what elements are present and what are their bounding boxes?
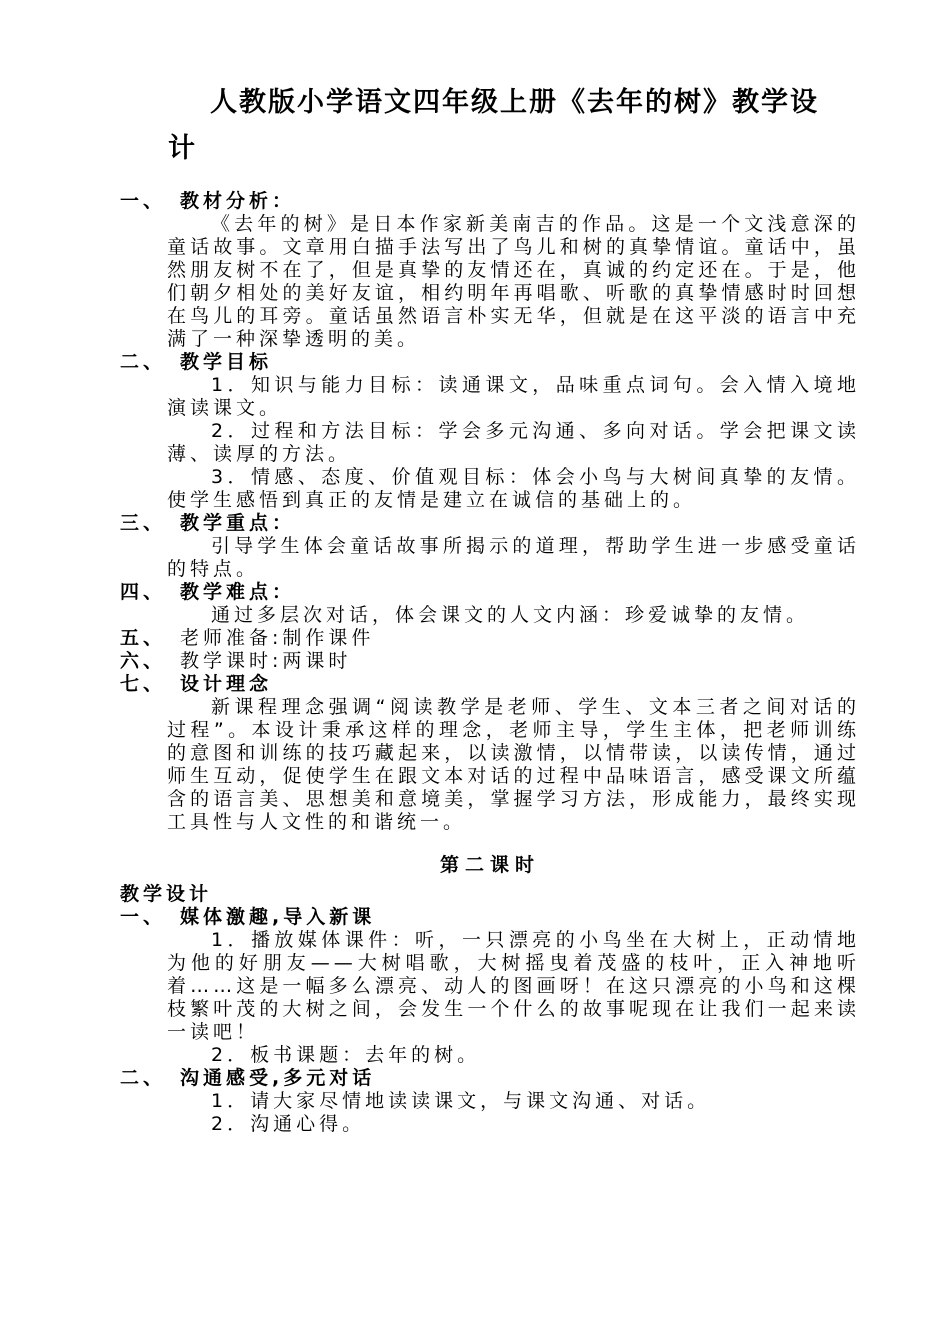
paragraph: 通过多层次对话，体会课文的人文内涵：珍爱诚挚的友情。	[211, 604, 810, 626]
step-heading: 二、 沟通感受,多元对话	[120, 1067, 376, 1089]
paragraph: 新课程理念强调“阅读教学是老师、学生、文本三者之间对话的过程”。本设计秉承这样的理念，老师主导，学生主体，把老师训练的意图和训练的技巧藏起来，以读激情，以情带读，以读传情，通过师生互动，促使学生在跟文本对话的过程中品味语言，感受课文所蕴含的语言美、思想美和意境美，掌握学习方法，形成能力，最终实现工具性与人文性的和谐统一。	[167, 696, 860, 833]
paragraph: 引导学生体会童话故事所揭示的道理，帮助学生进一步感受童话的特点。	[167, 535, 860, 580]
paragraph: 1．知识与能力目标：读通课文，品味重点词句。会入情入境地演读课文。	[167, 374, 860, 419]
design-heading: 教学设计	[120, 883, 213, 905]
paragraph: 《去年的树》是日本作家新美南吉的作品。这是一个文浅意深的童话故事。文章用白描手法写出了鸟儿和树的真挚情谊。童话中，虽然朋友树不在了，但是真挚的友情还在，真诚的约定还在。于是，他们朝夕相处的美好友谊，相约明年再唱歌、听歌的真挚情感时时回想在鸟儿的耳旁。童话虽然语言朴实无华，但就是在这平淡的语言中充满了一种深挚透明的美。	[167, 213, 860, 350]
lesson-title: 第二课时	[439, 854, 540, 876]
paragraph: 2．沟通心得。	[211, 1113, 366, 1135]
section-heading: 七、 设计理念	[120, 673, 273, 695]
document-body	[120, 190, 860, 1136]
document-title-continued: 计	[168, 133, 195, 164]
section-heading: 六、 教学课时:两课时	[120, 650, 352, 672]
section-heading: 四、 教学难点：	[120, 581, 296, 603]
section-heading: 二、 教学目标	[120, 351, 273, 373]
section-heading: 一、 教材分析：	[120, 190, 296, 212]
paragraph: 2．板书课题：去年的树。	[211, 1044, 481, 1066]
section-heading: 五、 老师准备:制作课件	[120, 627, 375, 649]
paragraph: 2．过程和方法目标：学会多元沟通、多向对话。学会把课文读薄、读厚的方法。	[167, 420, 860, 465]
document-title: 人教版小学语文四年级上册《去年的树》教学设	[210, 87, 819, 118]
paragraph: 1．请大家尽情地读读课文，与课文沟通、对话。	[211, 1090, 711, 1112]
paragraph: 3．情感、态度、价值观目标：体会小鸟与大树间真挚的友情。使学生感悟到真正的友情是建立在诚信的基础上的。	[167, 466, 860, 511]
section-heading: 三、 教学重点：	[120, 512, 296, 534]
paragraph: 1．播放媒体课件：听，一只漂亮的小鸟坐在大树上，正动情地为他的好朋友——大树唱歌，大树摇曳着茂盛的枝叶，正入神地听着……这是一幅多么漂亮、动人的图画呀！在这只漂亮的小鸟和这棵枝繁叶茂的大树之间，会发生一个什么的故事呢现在让我们一起来读一读吧！	[167, 929, 860, 1043]
step-heading: 一、 媒体激趣,导入新课	[120, 906, 376, 928]
